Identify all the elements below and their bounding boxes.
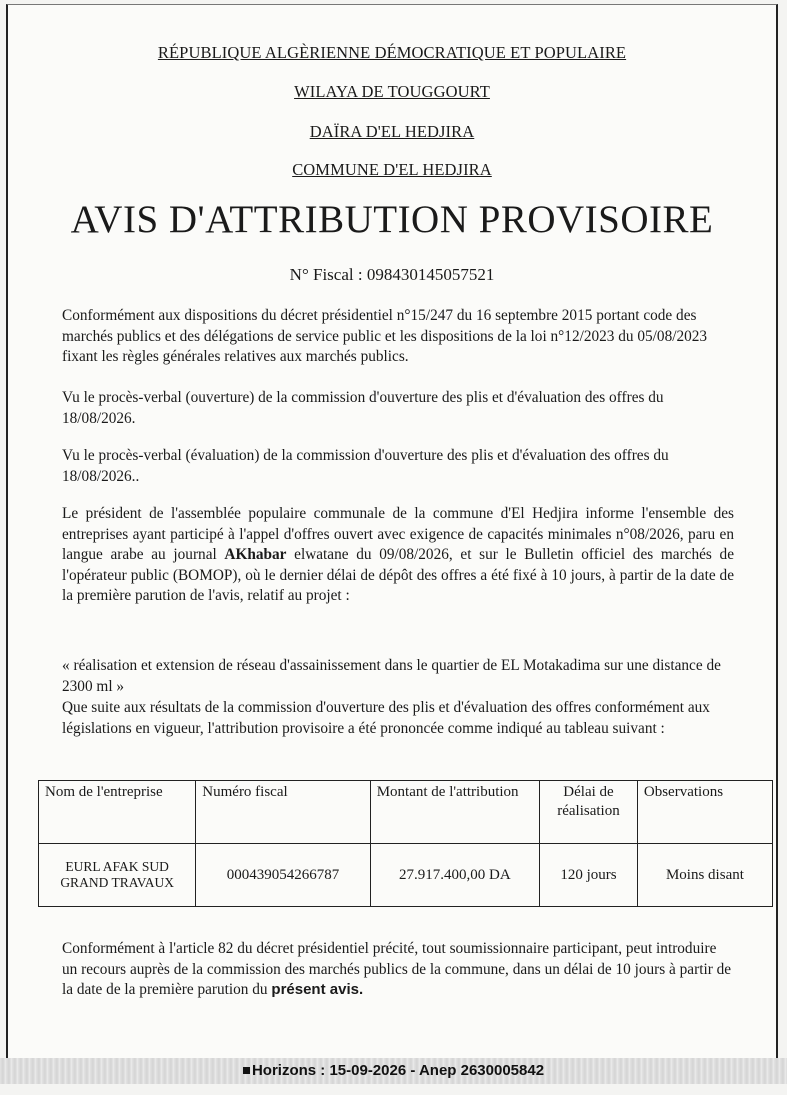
paragraph-decree: Conformément aux dispositions du décret présidentiel n°15/247 du 16 septembre 2015 portant code des marchés publics et des délégations de service public et les dispositions de la loi n°12/2023 du 05/08/2023 fixant les règles générales relatives aux marchés publics. <box>62 307 708 365</box>
header-daira: DAÏRA D'EL HEDJIRA <box>309 122 475 141</box>
paragraph-pv-evaluation: Vu le procès-verbal (évaluation) de la commission d'ouverture des plis et d'évaluation des offres du 18/08/2026.. <box>62 447 669 485</box>
header-republic: RÉPUBLIQUE ALGÈRIENNE DÉMOCRATIQUE ET POPULAIRE <box>157 43 627 62</box>
header-fiscal: Numéro fiscal <box>196 781 370 844</box>
cell-amount: 27.917.400,00 DA <box>370 844 539 907</box>
paragraph-president-informs <box>62 504 734 607</box>
footer-text: Horizons : 15-09-2026 - Anep 2630005842 <box>251 1062 545 1079</box>
paragraph-appeal-bold: présent avis. <box>271 981 364 998</box>
table-header-row <box>39 781 773 844</box>
paragraph-project: « réalisation et extension de réseau d'assainissement dans le quartier de EL Motakadima sur une distance de 2300 ml » <box>62 657 721 695</box>
cell-delay: 120 jours <box>540 844 638 907</box>
header-commune: COMMUNE D'EL HEDJIRA <box>292 160 492 179</box>
notice-title: AVIS D'ATTRIBUTION PROVISOIRE <box>70 198 714 241</box>
cell-company: EURL AFAK SUD GRAND TRAVAUX <box>39 844 196 907</box>
header-observations: Observations <box>637 781 772 844</box>
attribution-table <box>38 780 773 907</box>
paragraph-appeal-text: Conformément à l'article 82 du décret présidentiel précité, tout soumissionnaire participant, peut introduire un recours auprès de la commission des marchés publics de la commune, dans un délai de 10 jours à partir de la date de la première parution du <box>62 940 732 998</box>
header-delay: Délai de réalisation <box>540 781 638 844</box>
paragraph-results: Que suite aux résultats de la commission d'ouverture des plis et d'évaluation des offres conformément aux législations en vigueur, l'attribution provisoire a été prononcée comme indiqué au tableau suivant : <box>62 699 710 737</box>
header-amount: Montant de l'attribution <box>370 781 539 844</box>
cell-observation: Moins disant <box>637 844 772 907</box>
paragraph-appeal <box>62 939 734 1001</box>
footer-publication <box>0 1058 787 1084</box>
paragraph-president-text-b: elwatane du 09/08/2026, et sur le Bulletin officiel des marchés de l'opérateur public (BOMOP), où le dernier délai de dépôt des offres a été fixé à 10 jours, à partir de la date de la première parution de l'avis, relatif au projet : <box>62 546 734 604</box>
square-bullet-icon <box>243 1067 250 1074</box>
paragraph-president-text-a: Le président de l'assemblée populaire communale de la commune d'El Hedjira informe l'ensemble des entreprises ayant participé à l'appel d'offres ouvert avec exigence de capacités minimales n°08/2026, paru en langue arabe au journal <box>62 505 734 563</box>
table-row <box>39 844 773 907</box>
fiscal-number: N° Fiscal : 098430145057521 <box>289 265 495 284</box>
cell-fiscal: 000439054266787 <box>196 844 370 907</box>
newspaper-name: AKhabar <box>224 546 287 563</box>
header-company: Nom de l'entreprise <box>39 781 196 844</box>
paragraph-pv-opening: Vu le procès-verbal (ouverture) de la commission d'ouverture des plis et d'évaluation des offres du 18/08/2026. <box>62 389 664 427</box>
header-wilaya: WILAYA DE TOUGGOURT <box>294 82 490 101</box>
notice-page <box>6 4 778 1064</box>
